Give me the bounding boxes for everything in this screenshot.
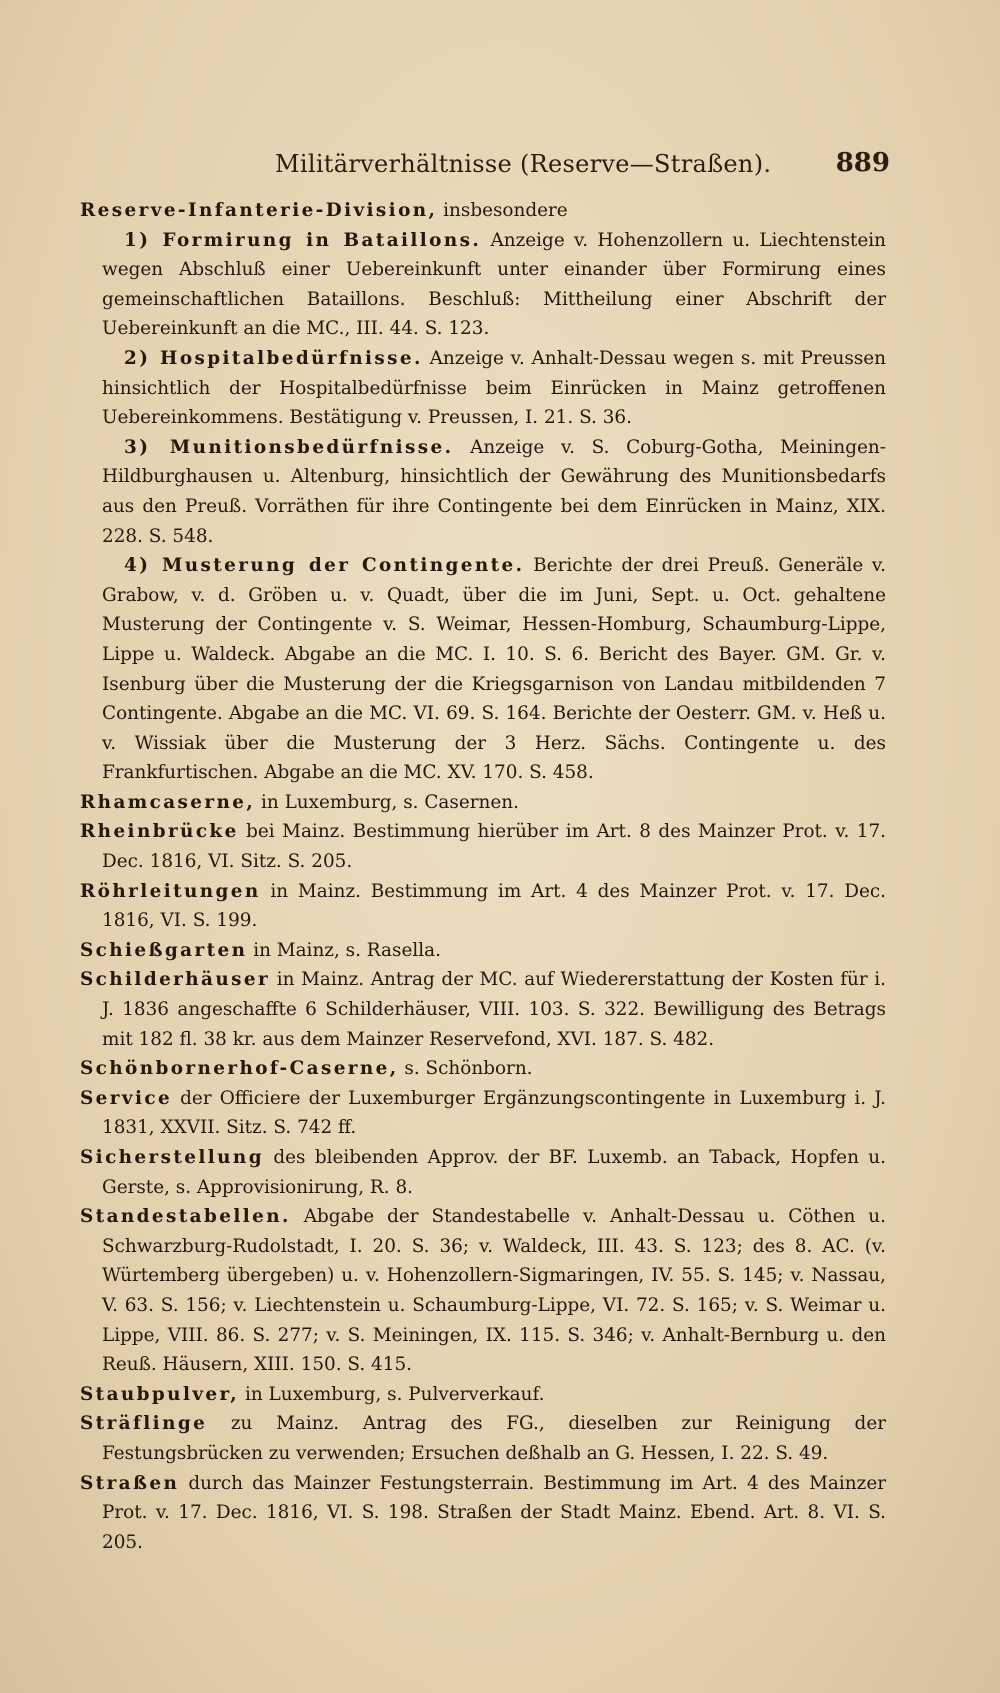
- index-entry: [80, 1143, 886, 1202]
- entry-text: in Luxemburg, s. Casernen.: [255, 791, 519, 813]
- entry-text: der Officiere der Luxemburger Ergänzungscontingente in Luxemburg i. J. 1831, XXVII. Sitz. S. 742 ff.: [102, 1087, 886, 1139]
- entry-keyword: Sicherstellung: [80, 1147, 264, 1168]
- entry-keyword: 3) Munitionsbedürfnisse.: [124, 436, 454, 458]
- index-subentry: [80, 551, 886, 788]
- entry-text: Abgabe der Standestabelle v. Anhalt-Dessau u. Cöthen u. Schwarzburg-Rudolstadt, I. 20. S. 36; v. Waldeck, III. 43. S. 123; des 8. AC. (v. Würtemberg übergeben) u. v. Hohenzollern-Sigmaringen, IV. 55. S. 145; v. Nassau, V. 63. S. 156; v. Liechtenstein u. Schaumburg-Lippe, VI. 72. S. 165; v. S. Weimar u. Lippe, VIII. 86. S. 277; v. S. Meiningen, IX. 115. S. 346; v. Anhalt-Bernburg u. den Reuß. Häusern, XIII. 150. S. 415.: [102, 1206, 886, 1376]
- index-entry: [80, 1469, 886, 1558]
- entry-keyword: Straßen: [80, 1472, 180, 1494]
- index-entry: [80, 196, 886, 226]
- entry-text: durch das Mainzer Festungsterrain. Bestimmung im Art. 4 des Mainzer Prot. v. 17. Dec. 1816, VI. S. 198. Straßen der Stadt Mainz. Ebend. Art. 8. VI. S. 205.: [102, 1472, 886, 1553]
- entry-keyword: Schießgarten: [80, 939, 248, 961]
- entry-text: s. Schönborn.: [398, 1058, 533, 1080]
- index-entry: [80, 965, 886, 1054]
- entry-keyword: Reserve-Infanterie-Division,: [80, 200, 438, 221]
- entry-text: Anzeige v. S. Coburg-Gotha, Meiningen-Hildburghausen u. Altenburg, hinsichtlich der Gewährung des Munitionsbedarfs aus den Preuß. Vorräthen für ihre Contingente bei dem Einrücken in Mainz, XIX. 228. S. 548.: [102, 436, 886, 547]
- entry-text: des bleibenden Approv. der BF. Luxemb. an Taback, Hopfen u. Gerste, s. Approvisionirung, R. 8.: [102, 1147, 886, 1198]
- entry-keyword: Schönbornerhof-Caserne,: [80, 1058, 399, 1080]
- index-entry: [80, 1084, 886, 1143]
- entry-text: in Mainz, s. Rasella.: [247, 939, 441, 961]
- entry-keyword: 4) Musterung der Contingente.: [124, 555, 525, 577]
- entry-keyword: Röhrleitungen: [80, 880, 261, 902]
- index-entry: [80, 936, 886, 966]
- index-entry: [80, 788, 886, 818]
- entry-keyword: Service: [80, 1087, 173, 1109]
- page-header: [80, 150, 890, 180]
- entry-text: in Mainz. Bestimmung im Art. 4 des Mainzer Prot. v. 17. Dec. 1816, VI. S. 199.: [102, 880, 886, 932]
- entry-keyword: Schilderhäuser: [80, 969, 271, 991]
- entry-text: Anzeige v. Hohenzollern u. Liechtenstein wegen Abschluß einer Uebereinkunft unter einander über Formirung eines gemeinschaftlichen Bataillons. Beschluß: Mittheilung einer Abschrift der Uebereinkunft an die MC., III. 44. S. 123.: [102, 229, 887, 340]
- entry-text: in Mainz. Antrag der MC. auf Wiedererstattung der Kosten für i. J. 1836 angeschaffte 6 Schilderhäuser, VIII. 103. S. 322. Bewilligung des Betrags mit 182 fl. 38 kr. aus dem Mainzer Reservefond, XVI. 187. S. 482.: [102, 969, 886, 1050]
- entry-keyword: Rhamcaserne,: [80, 791, 256, 813]
- index-subentry: [80, 433, 886, 551]
- entry-text: Berichte der drei Preuß. Generäle v. Grabow, v. d. Gröben u. v. Quadt, über die im Juni, Sept. u. Oct. gehaltene Musterung der Contingente v. S. Weimar, Hessen-Homburg, Schaumburg-Lippe, Lippe u. Waldeck. Abgabe an die MC. I. 10. S. 6. Bericht des Bayer. GM. Gr. v. Isenburg über die Musterung der die Kriegsgarnison von Landau mitbildenden 7 Contingente. Abgabe an die MC. VI. 69. S. 164. Berichte der Oesterr. GM. v. Heß u. v. Wissiak über die Musterung der 3 Herz. Sächs. Contingente u. des Frankfurtischen. Abgabe an die MC. XV. 170. S. 458.: [102, 555, 886, 784]
- running-head: Militärverhältnisse (Reserve—Straßen).: [275, 150, 772, 178]
- index-entry: [80, 877, 886, 936]
- index-entry: [80, 1380, 886, 1410]
- entry-keyword: 1) Formirung in Bataillons.: [124, 229, 482, 251]
- index-entry: [80, 1409, 886, 1468]
- page-number: 889: [835, 148, 890, 178]
- index-entry: [80, 817, 886, 876]
- entry-keyword: Standestabellen.: [80, 1206, 291, 1228]
- entry-keyword: Staubpulver,: [80, 1383, 240, 1405]
- entry-keyword: Sträflinge: [80, 1413, 208, 1435]
- index-entry: [80, 1202, 886, 1380]
- entry-text: in Luxemburg, s. Pulververkauf.: [239, 1383, 545, 1405]
- entry-text: bei Mainz. Bestimmung hierüber im Art. 8 des Mainzer Prot. v. 17. Dec. 1816, VI. Sitz. S. 205.: [102, 821, 886, 873]
- entry-text: Anzeige v. Anhalt-Dessau wegen s. mit Preussen hinsichtlich der Hospitalbedürfnisse beim Einrücken in Mainz getroffenen Uebereinkommens. Bestätigung v. Preussen, I. 21. S. 36.: [102, 347, 886, 429]
- index-subentry: [80, 344, 886, 433]
- entry-text: insbesondere: [437, 200, 568, 221]
- index-subentry: [80, 226, 886, 344]
- entry-text: zu Mainz. Antrag des FG., dieselben zur Reinigung der Festungsbrücken zu verwenden; Ersuchen deßhalb an G. Hessen, I. 22. S. 49.: [102, 1413, 886, 1464]
- entry-keyword: Rheinbrücke: [80, 821, 239, 843]
- index-entry: [80, 1054, 886, 1084]
- index-entries: [80, 196, 886, 1557]
- entry-keyword: 2) Hospitalbedürfnisse.: [124, 347, 423, 369]
